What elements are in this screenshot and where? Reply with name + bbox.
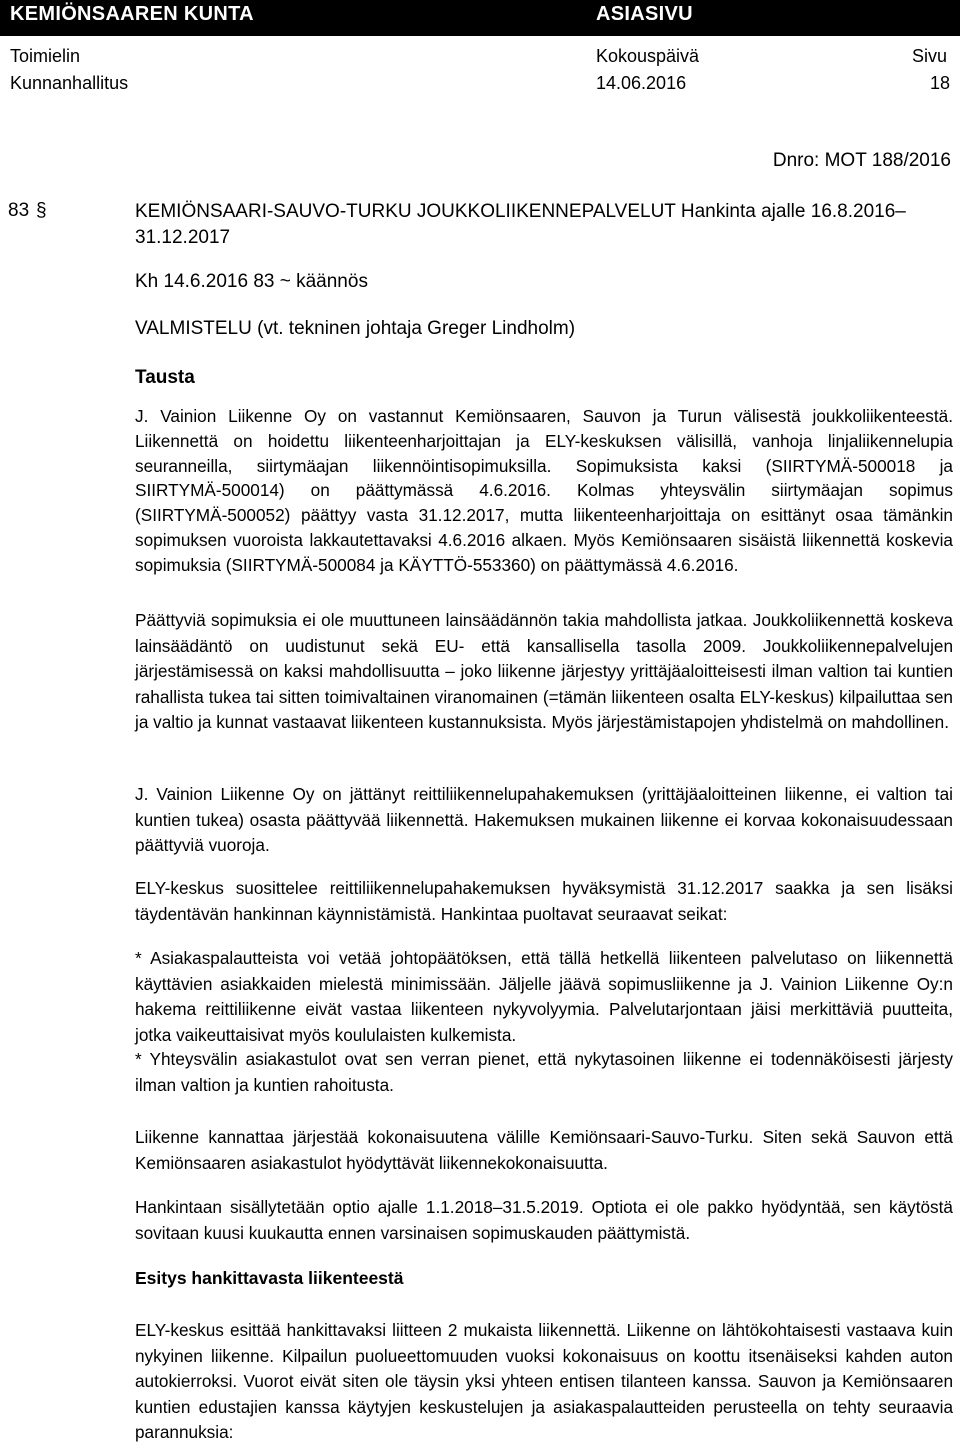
paragraph-point-1: * Asiakaspalautteista voi vetää johtopäätöksen, että tällä hetkellä liikenteen palvelutaso on liikennettä käyttävien asiakkaiden mielestä minimissään. Jäljelle jäävä sopimusliikenne ja J. Vainion Liikenne Oy:n hakema reittiliikenne eivät vastaa liikenteen nykyvolyymia. Palvelutarjontaan jäisi merkittäviä puutteita, jotka vaikeuttaisivat myös koululaisten kulkemista. <box>135 948 953 1045</box>
paragraph-application: J. Vainion Liikenne Oy on jättänyt reittiliikennelupahakemuksen (yrittäjäaloitteinen liikenne, ei valtion tai kuntien tukea) osasta päättyvää liikennettä. Hakemuksen mukainen liikenne ei korvaa kokonaisuudessaan päättyviä vuoroja. <box>135 784 953 855</box>
label-body: Toimielin <box>10 46 81 66</box>
item-title: KEMIÖNSAARI-SAUVO-TURKU JOUKKOLIIKENNEPALVELUT Hankinta ajalle 16.8.2016–31.12.2017 <box>135 201 906 248</box>
preparer-line: VALMISTELU (vt. tekninen johtaja Greger Lindholm) <box>135 318 576 339</box>
paragraph-tausta: J. Vainion Liikenne Oy on vastannut Kemiönsaaren, Sauvon ja Turun välisestä joukkoliikenteestä. Liikennettä on hoidettu liikenteenharjoittajan ja ELY-keskuksen välisillä, vanhoja linjaliikennelupia seuranneilla, siirtymäajan liikennöintisopimuksilla. Sopimuksista kaksi (SIIRTYMÄ-500018 ja SIIRTYMÄ-500014) on päättymässä 4.6.2016. Kolmas yhteysvälin siirtymäajan sopimus (SIIRTYMÄ-500052) päättyy vasta 31.12.2017, mutta liikenteenharjoittaja on esittänyt osaa tämänkin sopimuksen vuoroista lakkautettavaksi 4.6.2016 alkaen. Myös Kemiönsaaren sisäistä liikennettä koskevia sopimuksia (SIIRTYMÄ-500084 ja KÄYTTÖ-553360) on päättymässä 4.6.2016. <box>135 406 953 575</box>
page-number: 18 <box>930 73 951 93</box>
paragraph-option: Hankintaan sisällytetään optio ajalle 1.1.2018–31.5.2019. Optiota ei ole pakko hyödyntää, sen käytöstä sovitaan kuusi kuukautta ennen varsinaisen sopimuskauden päättymistä. <box>135 1197 953 1243</box>
header-bar <box>0 0 960 36</box>
doc-type: ASIASIVU <box>596 3 693 25</box>
label-page: Sivu <box>912 46 948 66</box>
meeting-date: 14.06.2016 <box>596 73 687 93</box>
item-number: 83 <box>8 200 30 221</box>
paragraph-recommendation: ELY-keskus suosittelee reittiliikennelupahakemuksen hyväksymistä 31.12.2017 saakka ja sen lisäksi täydentävän hankinnan käynnistämistä. Hankintaa puoltavat seuraavat seikat: <box>135 878 953 924</box>
label-date: Kokouspäivä <box>596 46 700 66</box>
paragraph-legislation: Päättyviä sopimuksia ei ole muuttuneen lainsäädännön takia mahdollista jatkaa. Joukkoliikennettä koskeva lainsäädäntö on uudistunut sekä EU- että kansallisella tasolla 2009. Joukkoliikennepalvelujen järjestämisessä on kaksi mahdollisuutta – joko liikenne järjestyy yrittäjäaloitteisesti ilman valtion tai kuntien rahallista tukea tai sitten toimivaltainen viranomainen (=tämän liikenteen osalta ELY-keskus) kilpailuttaa sen ja valtio ja kunnat vastaavat liikenteen kustannuksista. Myös järjestämistapojen yhdistelmä on mahdollinen. <box>135 610 953 732</box>
heading-esitys: Esitys hankittavasta liikenteestä <box>135 1268 404 1288</box>
paragraph-route: Liikenne kannattaa järjestää kokonaisuutena välille Kemiönsaari-Sauvo-Turku. Siten sekä Sauvon että Kemiönsaaren asiakastulot hyödyttävät liikennekokonaisuutta. <box>135 1127 953 1173</box>
item-reference: Kh 14.6.2016 83 ~ käännös <box>135 271 368 292</box>
dnro: Dnro: MOT 188/2016 <box>772 150 951 171</box>
paragraph-point-2: * Yhteysvälin asiakastulot ovat sen verran pienet, että nykytasoinen liikenne ei todennäköisesti järjesty ilman valtion ja kuntien rahoitusta. <box>135 1049 953 1095</box>
org-name: KEMIÖNSAAREN KUNTA <box>10 3 254 25</box>
heading-tausta: Tausta <box>135 367 195 388</box>
body-name: Kunnanhallitus <box>10 73 129 93</box>
section-sign-icon: § <box>36 200 47 221</box>
paragraph-proposal: ELY-keskus esittää hankittavaksi liitteen 2 mukaista liikennettä. Liikenne on lähtökohtaisesti vastaava kuin nykyinen liikenne. Kilpailun puolueettomuuden vuoksi kokonaisuus on koottu itsenäiseksi kahden auton autokierroksi. Vuorot eivät siten ole täysin yksi yhteen entisen tilanteen kanssa. Sauvon ja Kemiönsaaren kuntien edustajien kanssa käytyjen keskustelujen ja asiakaspalautteiden perusteella on tehty seuraavia parannuksia: <box>135 1320 953 1442</box>
